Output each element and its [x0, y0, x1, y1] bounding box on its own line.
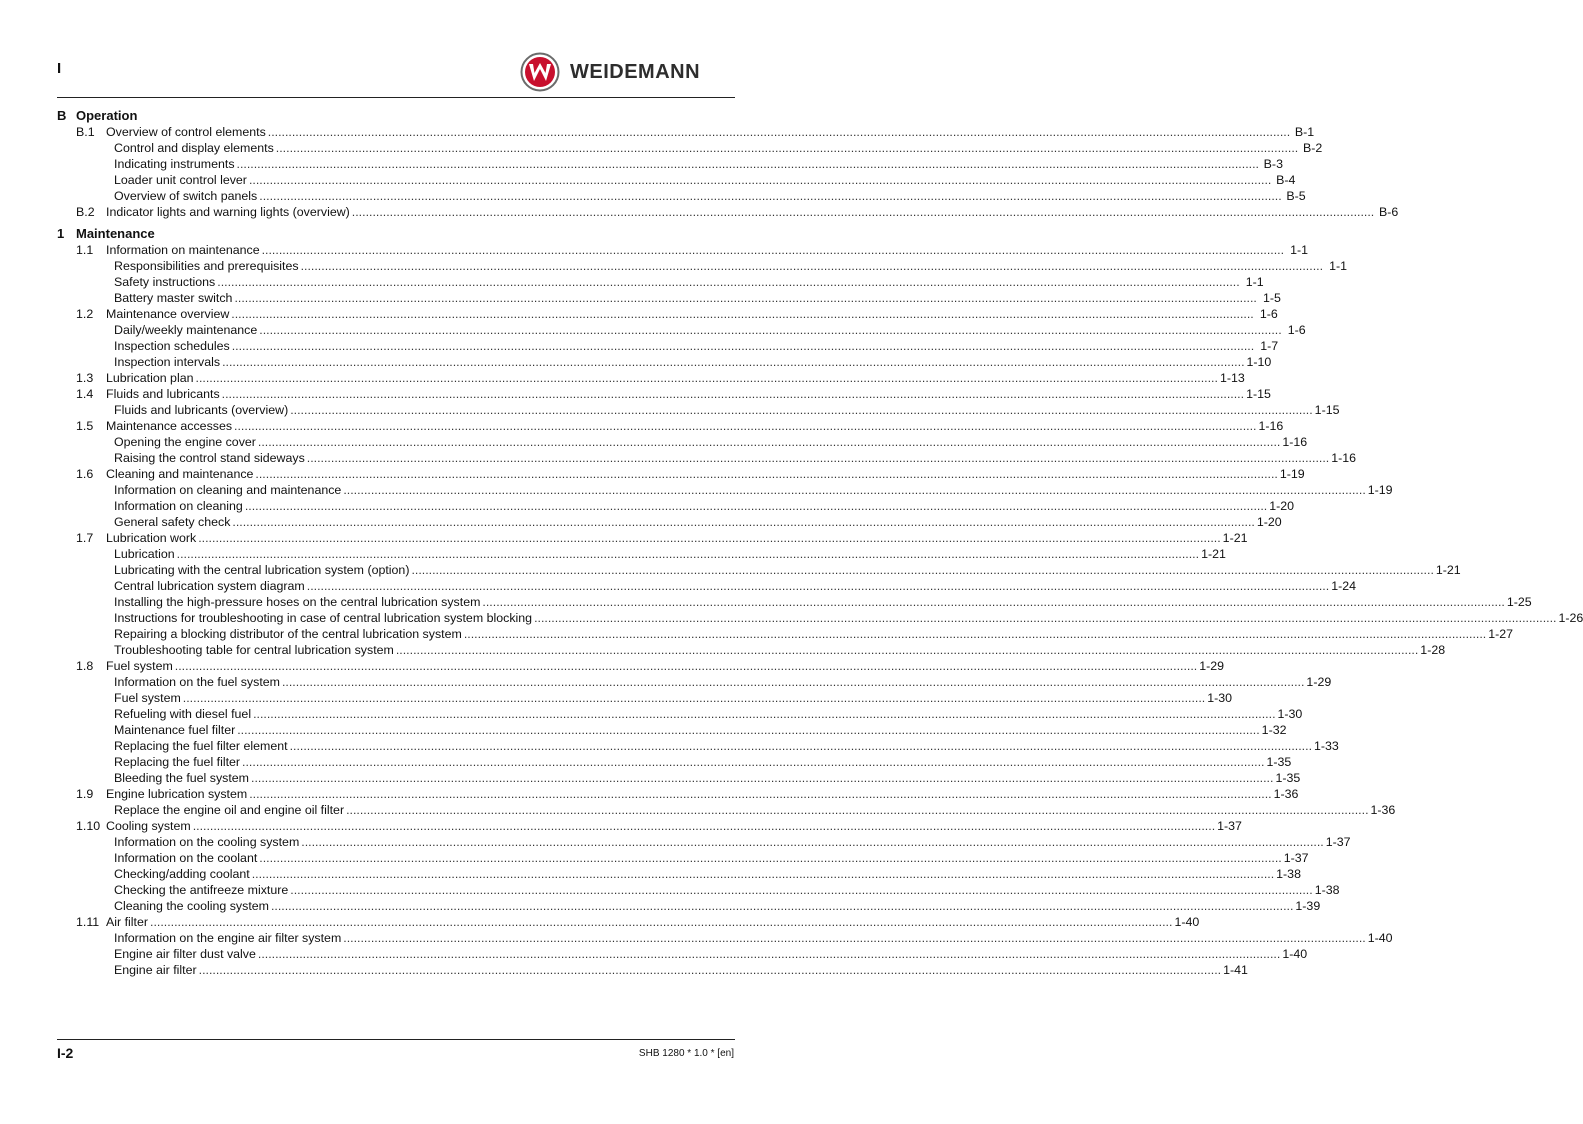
toc-subentry[interactable]	[57, 322, 1306, 338]
subentry-title: Repairing a blocking distributor of the central lubrication system	[114, 627, 462, 641]
entry-page: 1-13	[1219, 371, 1245, 385]
subentry-title: Maintenance fuel filter	[114, 723, 236, 737]
dot-leader	[271, 898, 1293, 914]
dot-leader	[222, 354, 1244, 370]
subentry-page: 1-16	[1331, 451, 1357, 465]
dot-leader	[245, 498, 1267, 514]
toc-entry[interactable]	[57, 370, 1245, 386]
dot-leader	[251, 770, 1273, 786]
dot-leader	[301, 834, 1323, 850]
section-number: 1	[57, 226, 65, 241]
entry-number: 1.6	[76, 467, 94, 481]
subentry-title: Opening the engine cover	[114, 435, 256, 449]
subentry-page: 1-28	[1420, 643, 1446, 657]
dot-leader	[255, 466, 1277, 482]
toc-entry[interactable]	[57, 124, 1315, 140]
entry-title: Maintenance accesses	[106, 419, 233, 433]
page-number: I-2	[57, 1045, 74, 1061]
subentry-title: Control and display elements	[114, 141, 274, 155]
table-of-contents	[57, 108, 1583, 978]
dot-leader	[237, 722, 1259, 738]
dot-leader	[193, 818, 1215, 834]
toc-subentry[interactable]	[57, 690, 1233, 706]
entry-number: 1.10	[76, 819, 101, 833]
subentry-title: Responsibilities and prerequisites	[114, 259, 299, 273]
subentry-page: 1-29	[1306, 675, 1332, 689]
dot-leader	[258, 946, 1280, 962]
toc-subentry[interactable]	[57, 882, 1340, 898]
dot-leader	[482, 594, 1504, 610]
subentry-page: 1-40	[1282, 947, 1308, 961]
subentry-title: Information on the coolant	[114, 851, 258, 865]
dot-leader	[290, 402, 1312, 418]
toc-subentry[interactable]	[57, 626, 1514, 642]
toc-subentry[interactable]	[57, 514, 1282, 530]
dot-leader	[242, 754, 1264, 770]
subentry-page: B-2	[1302, 141, 1323, 155]
subentry-page: 1-7	[1260, 339, 1279, 353]
entry-page: 1-37	[1217, 819, 1242, 833]
dot-leader	[252, 866, 1274, 882]
entry-number: 1.5	[76, 419, 94, 433]
toc-subentry[interactable]	[57, 546, 1226, 562]
toc-subentry[interactable]	[57, 354, 1272, 370]
subentry-title: Lubricating with the central lubrication system (option)	[114, 563, 410, 577]
subentry-title: General safety check	[114, 515, 231, 529]
entry-page: 1-36	[1273, 787, 1299, 801]
entry-page: 1-15	[1246, 387, 1271, 401]
entry-number: 1.2	[76, 307, 94, 321]
subentry-title: Bleeding the fuel system	[114, 771, 249, 785]
entry-number: 1.9	[76, 787, 94, 801]
entry-title: Lubrication plan	[106, 371, 194, 385]
toc-subentry[interactable]	[57, 834, 1351, 850]
subentry-title: Inspection intervals	[114, 355, 221, 369]
dot-leader	[249, 786, 1271, 802]
dot-leader	[259, 188, 1281, 204]
dot-leader	[259, 850, 1281, 866]
toc-subentry[interactable]	[57, 562, 1461, 578]
dot-leader	[301, 258, 1323, 274]
subentry-page: 1-26	[1558, 611, 1583, 625]
chapter-marker: I	[57, 60, 62, 77]
dot-leader	[307, 450, 1329, 466]
subentry-page: 1-35	[1266, 755, 1292, 769]
dot-leader	[177, 546, 1199, 562]
toc-subentry[interactable]	[57, 290, 1281, 306]
subentry-title: Information on the cooling system	[114, 835, 300, 849]
dot-leader	[253, 706, 1275, 722]
dot-leader	[232, 338, 1254, 354]
dot-leader	[343, 930, 1365, 946]
entry-page: B-6	[1378, 205, 1399, 219]
subentry-title: Information on the engine air filter system	[114, 931, 342, 945]
subentry-page: 1-30	[1207, 691, 1233, 705]
subentry-page: 1-36	[1370, 803, 1396, 817]
subentry-title: Replace the engine oil and engine oil filter	[114, 803, 345, 817]
dot-leader	[343, 482, 1365, 498]
toc-entry[interactable]	[57, 658, 1225, 674]
toc-subentry[interactable]	[57, 898, 1321, 914]
dot-leader	[196, 370, 1218, 386]
dot-leader	[534, 610, 1556, 626]
toc-subentry[interactable]	[57, 338, 1279, 354]
subentry-title: Safety instructions	[114, 275, 216, 289]
dot-leader	[183, 690, 1205, 706]
subentry-page: 1-19	[1367, 483, 1393, 497]
subentry-page: 1-37	[1283, 851, 1309, 865]
subentry-title: Installing the high-pressure hoses on the central lubrication system	[114, 595, 481, 609]
dot-leader	[249, 172, 1271, 188]
dot-leader	[258, 434, 1280, 450]
dot-leader	[231, 306, 1253, 322]
subentry-title: Lubrication	[114, 547, 175, 561]
toc-entry[interactable]	[57, 242, 1309, 258]
subentry-title: Overview of switch panels	[114, 189, 258, 203]
subentry-page: 1-21	[1201, 547, 1226, 561]
subentry-page: B-4	[1276, 173, 1296, 187]
toc-subentry[interactable]	[57, 258, 1348, 274]
toc-subentry[interactable]	[57, 450, 1357, 466]
toc-entry[interactable]	[57, 386, 1271, 402]
dot-leader	[232, 514, 1254, 530]
entry-page: 1-6	[1259, 307, 1278, 321]
subentry-title: Raising the control stand sideways	[114, 451, 305, 465]
subentry-title: Cleaning the cooling system	[114, 899, 269, 913]
subentry-page: 1-27	[1488, 627, 1514, 641]
footer-rule	[57, 1039, 735, 1040]
dot-leader	[234, 290, 1256, 306]
dot-leader	[198, 530, 1220, 546]
toc-subentry[interactable]	[57, 962, 1248, 978]
subentry-page: 1-15	[1314, 403, 1340, 417]
subentry-title: Indicating instruments	[114, 157, 235, 171]
toc-entry[interactable]	[57, 418, 1284, 434]
toc-entry[interactable]	[57, 914, 1200, 930]
entry-title: Cooling system	[106, 819, 191, 833]
subentry-page: 1-38	[1276, 867, 1301, 881]
toc-subentry[interactable]	[57, 578, 1357, 594]
subentry-title: Central lubrication system diagram	[114, 579, 305, 593]
entry-page: 1-1	[1290, 243, 1309, 257]
toc-subentry[interactable]	[57, 434, 1308, 450]
dot-leader	[268, 124, 1290, 140]
subentry-page: 1-24	[1331, 579, 1357, 593]
brand-name: WEIDEMANN	[570, 60, 701, 83]
toc-subentry[interactable]	[57, 754, 1292, 770]
entry-page: 1-29	[1199, 659, 1225, 673]
entry-number: 1.4	[76, 387, 94, 401]
dot-leader	[259, 322, 1281, 338]
entry-number: 1.8	[76, 659, 94, 673]
subentry-title: Inspection schedules	[114, 339, 230, 353]
dot-leader	[307, 578, 1329, 594]
toc-entry[interactable]	[57, 466, 1305, 482]
dot-leader	[237, 156, 1259, 172]
toc-entry[interactable]	[57, 306, 1278, 322]
toc-subentry[interactable]	[57, 866, 1301, 882]
toc-subentry[interactable]	[57, 594, 1532, 610]
entry-title: Indicator lights and warning lights (overview)	[106, 205, 350, 219]
brand-logo	[520, 52, 700, 92]
dot-leader	[262, 242, 1284, 258]
subentry-page: 1-5	[1262, 291, 1281, 305]
subentry-page: 1-30	[1277, 707, 1303, 721]
dot-leader	[282, 674, 1304, 690]
subentry-title: Replacing the fuel filter element	[114, 739, 288, 753]
entry-title: Maintenance overview	[106, 307, 230, 321]
toc-subentry[interactable]	[57, 402, 1340, 418]
toc-subentry[interactable]	[57, 140, 1323, 156]
entry-number: 1.11	[76, 915, 100, 929]
subentry-page: 1-32	[1261, 723, 1287, 737]
toc-entry[interactable]	[57, 818, 1242, 834]
toc-subentry[interactable]	[57, 482, 1393, 498]
subentry-page: B-5	[1286, 189, 1306, 203]
entry-number: 1.3	[76, 371, 94, 385]
subentry-title: Checking the antifreeze mixture	[114, 883, 289, 897]
entry-page: 1-19	[1279, 467, 1305, 481]
entry-title: Lubrication work	[106, 531, 197, 545]
subentry-page: 1-1	[1245, 275, 1264, 289]
dot-leader	[276, 140, 1298, 156]
toc-subentry[interactable]	[57, 706, 1303, 722]
entry-title: Engine lubrication system	[106, 787, 248, 801]
entry-page: 1-21	[1222, 531, 1248, 545]
subentry-title: Information on cleaning and maintenance	[114, 483, 342, 497]
subentry-title: Information on the fuel system	[114, 675, 280, 689]
entry-title: Cleaning and maintenance	[106, 467, 254, 481]
document-id: SHB 1280 * 1.0 * [en]	[638, 1048, 734, 1059]
subentry-title: Battery master switch	[114, 291, 233, 305]
dot-leader	[199, 962, 1221, 978]
subentry-page: 1-21	[1435, 563, 1461, 577]
toc-subentry[interactable]	[57, 610, 1583, 626]
subentry-page: 1-41	[1223, 963, 1248, 977]
subentry-title: Replacing the fuel filter	[114, 755, 241, 769]
subentry-page: 1-39	[1295, 899, 1321, 913]
subentry-title: Fluids and lubricants (overview)	[114, 403, 289, 417]
toc-subentry[interactable]	[57, 946, 1308, 962]
subentry-title: Daily/weekly maintenance	[114, 323, 258, 337]
toc-entry[interactable]	[57, 786, 1299, 802]
toc-subentry[interactable]	[57, 274, 1264, 290]
entry-title: Information on maintenance	[106, 243, 260, 257]
toc-subentry[interactable]	[57, 738, 1339, 754]
subentry-page: 1-10	[1246, 355, 1272, 369]
entry-number: 1.1	[76, 243, 94, 257]
subentry-page: 1-16	[1282, 435, 1308, 449]
toc-entry[interactable]	[57, 530, 1248, 546]
weidemann-logo-icon	[520, 52, 560, 92]
header-rule	[57, 97, 735, 98]
section-number: B	[57, 108, 67, 123]
subentry-title: Instructions for troubleshooting in case of central lubrication system blocking	[114, 611, 533, 625]
toc-subentry[interactable]	[57, 642, 1446, 658]
subentry-page: 1-35	[1275, 771, 1301, 785]
dot-leader	[290, 738, 1312, 754]
entry-page: B-1	[1294, 125, 1315, 139]
dot-leader	[222, 386, 1244, 402]
toc-subentry[interactable]	[57, 498, 1295, 514]
dot-leader	[346, 802, 1368, 818]
toc-entry[interactable]	[57, 204, 1399, 220]
toc-section-heading	[57, 226, 720, 242]
dot-leader	[396, 642, 1418, 658]
toc-subentry[interactable]	[57, 770, 1301, 786]
subentry-page: 1-20	[1256, 515, 1282, 529]
entry-number: 1.7	[76, 531, 94, 545]
entry-title: Fluids and lubricants	[106, 387, 220, 401]
entry-page: 1-16	[1258, 419, 1284, 433]
section-title: Maintenance	[76, 226, 155, 241]
toc-subentry[interactable]	[57, 930, 1393, 946]
dot-leader	[290, 882, 1312, 898]
toc-subentry[interactable]	[57, 156, 1283, 172]
subentry-page: 1-6	[1287, 323, 1306, 337]
toc-subentry[interactable]	[57, 850, 1309, 866]
subentry-page: 1-40	[1367, 931, 1393, 945]
entry-title: Fuel system	[106, 659, 173, 673]
toc-subentry[interactable]	[57, 188, 1306, 204]
subentry-page: 1-20	[1269, 499, 1295, 513]
entry-title: Overview of control elements	[106, 125, 266, 139]
entry-page: 1-40	[1174, 915, 1200, 929]
dot-leader	[217, 274, 1239, 290]
subentry-title: Engine air filter	[114, 963, 197, 977]
subentry-page: 1-1	[1329, 259, 1348, 273]
subentry-page: 1-37	[1325, 835, 1351, 849]
subentry-page: 1-33	[1314, 739, 1339, 753]
dot-leader	[411, 562, 1433, 578]
subentry-page: 1-38	[1314, 883, 1340, 897]
subentry-page: 1-25	[1506, 595, 1532, 609]
subentry-title: Troubleshooting table for central lubrication system	[114, 643, 394, 657]
dot-leader	[234, 418, 1256, 434]
subentry-title: Checking/adding coolant	[114, 867, 250, 881]
toc-subentry[interactable]	[57, 722, 1287, 738]
section-title: Operation	[76, 108, 138, 123]
toc-subentry[interactable]	[57, 802, 1396, 818]
dot-leader	[464, 626, 1486, 642]
entry-title: Air filter	[106, 915, 148, 929]
subentry-title: Loader unit control lever	[114, 173, 247, 187]
dot-leader	[175, 658, 1197, 674]
entry-number: B.2	[76, 205, 95, 219]
subentry-title: Engine air filter dust valve	[114, 947, 256, 961]
dot-leader	[150, 914, 1172, 930]
subentry-title: Refueling with diesel fuel	[114, 707, 252, 721]
dot-leader	[352, 204, 1374, 220]
toc-subentry[interactable]	[57, 674, 1332, 690]
subentry-title: Fuel system	[114, 691, 181, 705]
toc-section-heading	[57, 108, 720, 124]
toc-subentry[interactable]	[57, 172, 1296, 188]
subentry-page: B-3	[1263, 157, 1283, 171]
subentry-title: Information on cleaning	[114, 499, 243, 513]
entry-number: B.1	[76, 125, 95, 139]
